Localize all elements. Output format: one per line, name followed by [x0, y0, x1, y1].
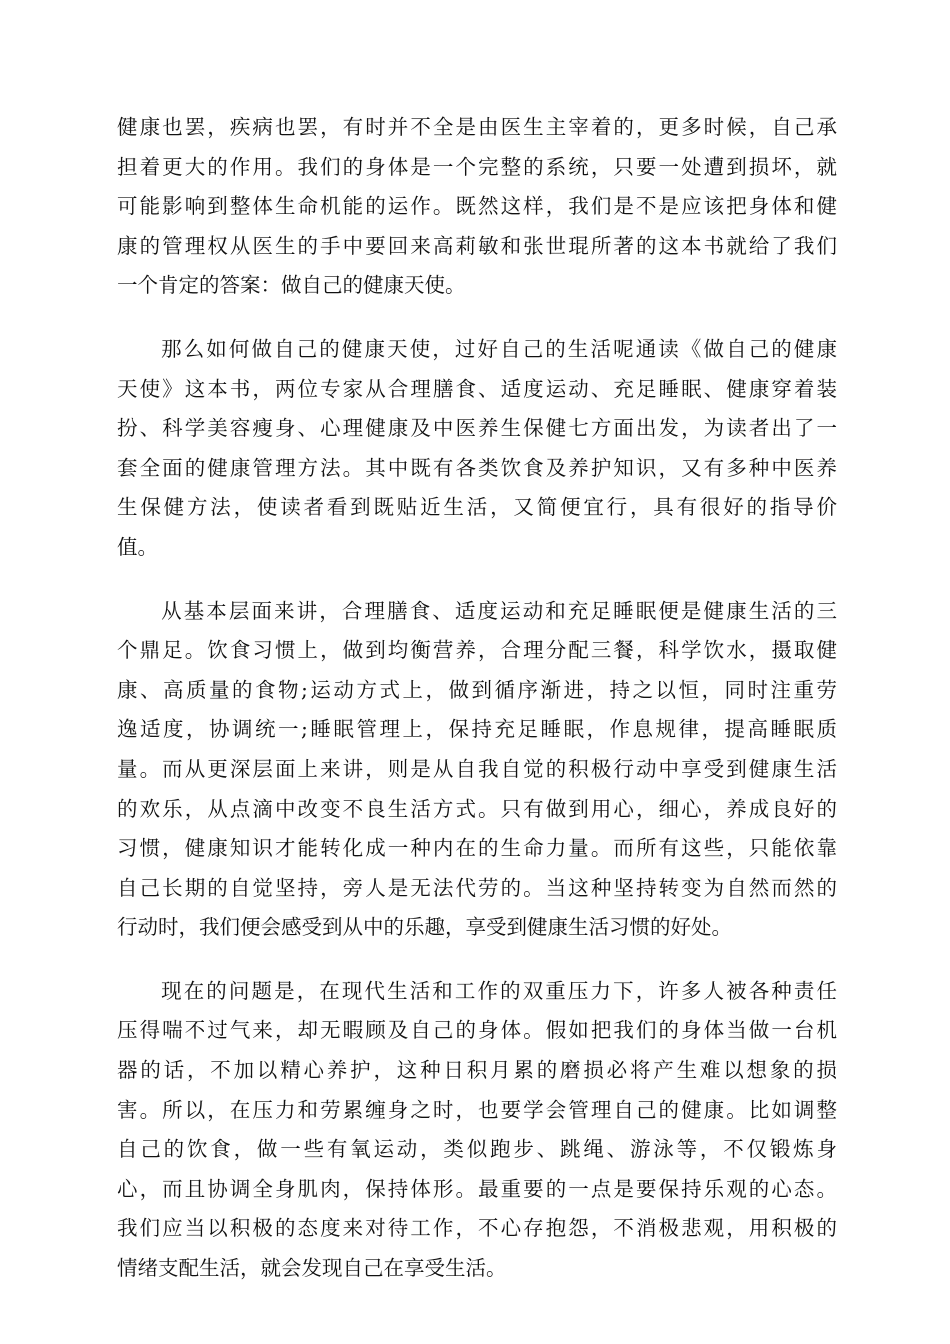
text-line: 健康也罢，疾病也罢，有时并不全是由医生主宰着的，更多时候，自己承 — [117, 115, 837, 139]
text-line: 自己的饮食，做一些有氧运动，类似跑步、跳绳、游泳等，不仅锻炼身 — [117, 1137, 837, 1162]
text-line — [117, 592, 837, 632]
text-line: 压得喘不过气来，却无暇顾及自己的身体。假如把我们的身体当做一台机 — [117, 1018, 837, 1043]
text-line: 康的管理权从医生的手中要回来高莉敏和张世琨所著的这本书就给了我们 — [117, 233, 837, 258]
text-line-content: 那么如何做自己的健康天使，过好自己的生活呢通读《做自己的健康 — [159, 336, 837, 361]
text-line: 担着更大的作用。我们的身体是一个完整的系统，只要一处遭到损坏，就 — [117, 154, 837, 179]
text-line: 套全面的健康管理方法。其中既有各类饮食及养护知识，又有多种中医养 — [117, 455, 837, 480]
text-line-content: 现在的问题是，在现代生活和工作的双重压力下，许多人被各种责任 — [159, 978, 837, 1003]
text-line: 习惯，健康知识才能转化成一种内在的生命力量。而所有这些，只能依靠 — [117, 836, 837, 861]
text-line: 行动时，我们便会感受到从中的乐趣，享受到健康生活习惯的好处。 — [117, 915, 732, 940]
text-line: 值。 — [117, 534, 158, 559]
text-line: 天使》这本书，两位专家从合理膳食、适度运动、充足睡眠、健康穿着装 — [117, 376, 837, 401]
text-line: 康、高质量的食物;运动方式上，做到循序渐进，持之以恒，同时注重劳 — [117, 677, 837, 702]
document-body — [117, 108, 837, 1313]
paragraph-1 — [117, 108, 837, 306]
text-line: 我们应当以积极的态度来对待工作，不心存抱怨，不消极悲观，用积极的 — [117, 1216, 837, 1241]
text-line — [117, 330, 837, 370]
text-line: 扮、科学美容瘦身、心理健康及中医养生保健七方面出发，为读者出了一 — [117, 416, 837, 441]
text-line: 个鼎足。饮食习惯上，做到均衡营养，合理分配三餐，科学饮水，摄取健 — [117, 638, 837, 663]
text-line: 的欢乐，从点滴中改变不良生活方式。只有做到用心，细心，养成良好的 — [117, 796, 837, 821]
paragraph-3 — [117, 592, 837, 948]
text-line: 害。所以，在压力和劳累缠身之时，也要学会管理自己的健康。比如调整 — [117, 1097, 837, 1122]
text-line: 逸适度，协调统一;睡眠管理上，保持充足睡眠，作息规律，提高睡眠质 — [117, 717, 837, 742]
paragraph-2 — [117, 330, 837, 568]
text-line: 心，而且协调全身肌肉，保持体形。最重要的一点是要保持乐观的心态。 — [117, 1176, 837, 1201]
text-line: 器的话，不加以精心养护，这种日积月累的磨损必将产生难以想象的损 — [117, 1058, 837, 1083]
text-line — [117, 972, 837, 1012]
text-line: 情绪支配生活，就会发现自己在享受生活。 — [117, 1256, 507, 1281]
text-line-content: 从基本层面来讲，合理膳食、适度运动和充足睡眠便是健康生活的三 — [159, 598, 837, 623]
text-line: 一个肯定的答案：做自己的健康天使。 — [117, 273, 466, 298]
text-line: 量。而从更深层面上来讲，则是从自我自觉的积极行动中享受到健康生活 — [117, 756, 837, 781]
text-line: 生保健方法，使读者看到既贴近生活，又简便宜行，具有很好的指导价 — [117, 495, 837, 520]
text-line: 可能影响到整体生命机能的运作。既然这样，我们是不是应该把身体和健 — [117, 194, 837, 219]
paragraph-4 — [117, 972, 837, 1289]
text-line: 自己长期的自觉坚持，旁人是无法代劳的。当这种坚持转变为自然而然的 — [117, 875, 837, 900]
